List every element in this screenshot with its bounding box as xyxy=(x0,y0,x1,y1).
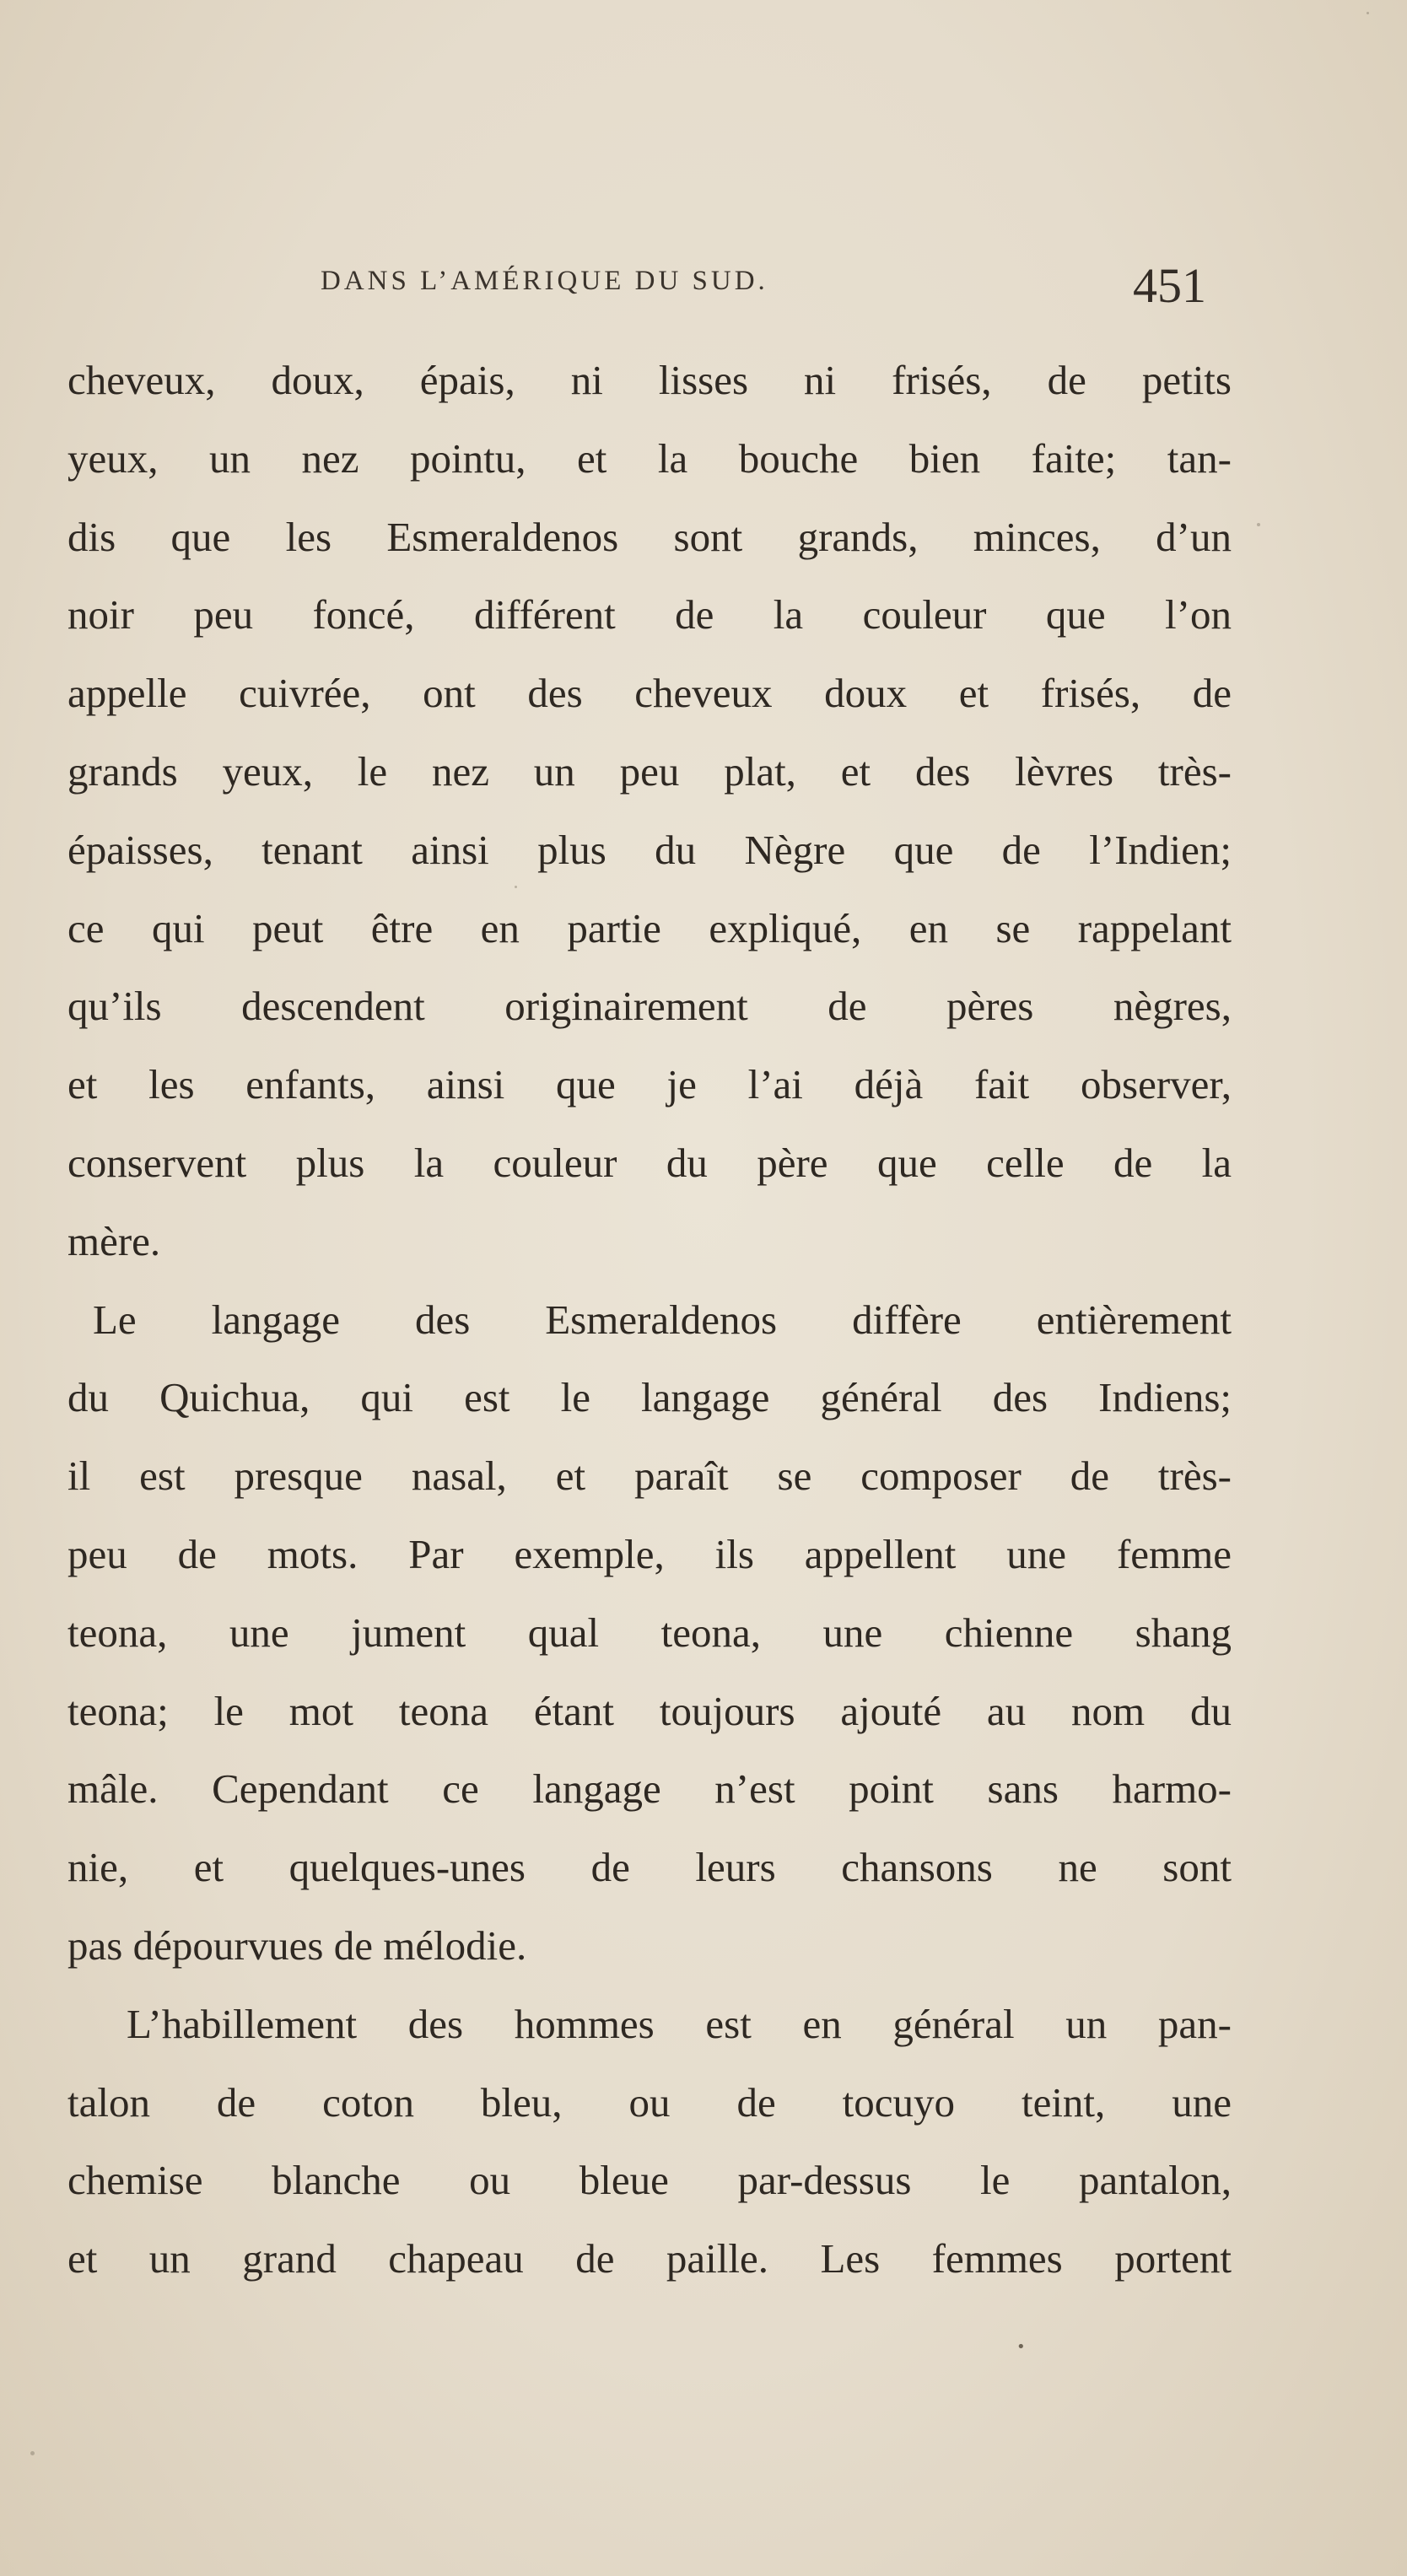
paper-speck xyxy=(1367,12,1369,14)
paragraph-1 xyxy=(67,342,1232,1281)
text-line: pas dépourvues de mélodie. xyxy=(67,1921,527,1969)
text-line: appelle cuivrée, ont des cheveux doux et frisés, de xyxy=(67,670,1232,717)
text-line: Le langage des Esmeraldenos diffère entièrement xyxy=(93,1296,1232,1343)
text-line: noir peu foncé, différent de la couleur que l’on xyxy=(67,591,1232,639)
text-line: teona, une jument qual teona, une chienne shang xyxy=(67,1609,1232,1656)
text-line: mâle. Cependant ce langage n’est point sans harmo- xyxy=(67,1765,1232,1813)
text-line: il est presque nasal, et paraît se composer de très- xyxy=(67,1452,1232,1500)
running-head: DANS L’AMÉRIQUE DU SUD. xyxy=(321,266,768,296)
paper-speck xyxy=(515,886,517,888)
paragraph-3 xyxy=(67,1986,1232,2298)
text-line: cheveux, doux, épais, ni lisses ni frisés, de petits xyxy=(67,357,1232,403)
text-line: peu de mots. Par exemple, ils appellent une femme xyxy=(67,1530,1232,1577)
text-line: épaisses, tenant ainsi plus du Nègre que de l’Indien; xyxy=(67,826,1232,873)
body-text xyxy=(67,342,1232,2298)
paragraph-2 xyxy=(67,1281,1232,1986)
paper-speck xyxy=(30,2451,35,2455)
text-line: et un grand chapeau de paille. Les femmes portent xyxy=(67,2235,1232,2282)
text-line: qu’ils descendent originairement de pères nègres, xyxy=(67,983,1232,1030)
text-line: grands yeux, le nez un peu plat, et des lèvres très- xyxy=(67,747,1232,795)
text-line: ce qui peut être en partie expliqué, en se rappelant xyxy=(67,904,1232,951)
text-line: mère. xyxy=(67,1217,161,1264)
text-line: nie, et quelques-unes de leurs chansons ne sont xyxy=(67,1844,1232,1891)
printer-mark: • xyxy=(1016,2338,1026,2356)
text-line: du Quichua, qui est le langage général des Indiens; xyxy=(67,1374,1232,1421)
text-line: et les enfants, ainsi que je l’ai déjà fait observer, xyxy=(67,1061,1232,1108)
text-line: teona; le mot teona étant toujours ajouté au nom du xyxy=(67,1687,1232,1734)
page-number: 451 xyxy=(1133,258,1206,313)
text-line: L’habillement des hommes est en général un pan- xyxy=(127,2000,1232,2047)
page-header xyxy=(321,257,1240,325)
text-line: chemise blanche ou bleue par-dessus le pantalon, xyxy=(67,2157,1232,2204)
paper-speck xyxy=(1257,523,1260,526)
text-line: talon de coton bleu, ou de tocuyo teint, une xyxy=(67,2078,1232,2126)
text-line: conservent plus la couleur du père que celle de la xyxy=(67,1139,1232,1186)
text-line: dis que les Esmeraldenos sont grands, minces, d’un xyxy=(67,513,1232,560)
text-line: yeux, un nez pointu, et la bouche bien faite; tan- xyxy=(67,434,1232,482)
